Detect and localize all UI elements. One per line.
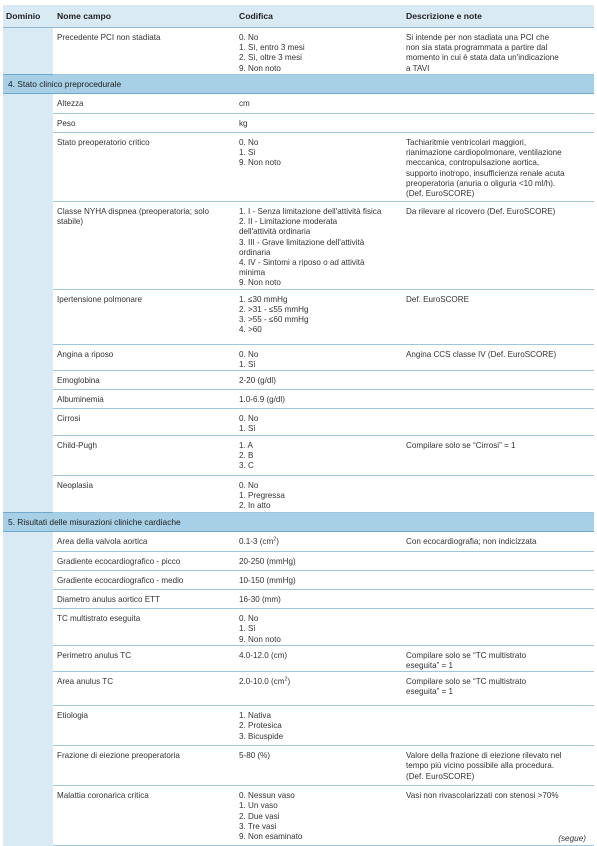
code-line: 1. Un vaso xyxy=(239,801,278,811)
field-line: Child-Pugh xyxy=(57,441,98,451)
notes-cell xyxy=(402,645,594,671)
field-name-cell xyxy=(53,590,235,609)
table-row xyxy=(3,371,594,390)
code-line: 1. Sì xyxy=(239,359,256,369)
table-row xyxy=(3,609,594,646)
note-line: Tachiaritmie ventricolari maggiori, xyxy=(406,138,527,148)
note-line: (Def. EuroSCORE) xyxy=(406,189,475,199)
code-line: 3. C xyxy=(239,461,254,471)
notes-cell xyxy=(402,552,594,571)
notes-cell xyxy=(402,609,594,646)
header-codifica: Codifica xyxy=(235,5,402,28)
note-line: momento in cui è stata data un'indicazione xyxy=(406,53,559,63)
code-line: 9. Non noto xyxy=(239,158,281,168)
field-line: Peso xyxy=(57,119,76,129)
domain-cell xyxy=(3,786,53,846)
field-line: Cirrosi xyxy=(57,414,81,424)
code-line: 2. Protesica xyxy=(239,721,282,731)
code-line: 1. Sì xyxy=(239,624,256,634)
codes-cell xyxy=(235,590,402,609)
section-header-row xyxy=(3,74,594,93)
codes-cell xyxy=(235,94,402,114)
notes-cell xyxy=(402,672,594,706)
domain-cell xyxy=(3,571,53,590)
codes-cell xyxy=(235,532,402,552)
code-line: 9. Non noto xyxy=(239,634,281,644)
field-name-cell xyxy=(53,133,235,202)
domain-cell xyxy=(3,133,53,202)
field-name-cell xyxy=(53,344,235,370)
note-line: Compilare solo se “TC multistrato xyxy=(406,650,527,660)
codes-cell xyxy=(235,706,402,746)
field-line: Area anulus TC xyxy=(57,677,114,687)
notes-cell xyxy=(402,114,594,133)
codes-cell xyxy=(235,133,402,202)
codes-cell xyxy=(235,390,402,409)
code-line: ordinaria xyxy=(239,247,271,257)
table-row xyxy=(3,390,594,409)
code-line: 2-20 (g/dl) xyxy=(239,376,276,386)
field-line: Altezza xyxy=(57,99,84,109)
code-line: minima xyxy=(239,268,266,278)
codes-cell xyxy=(235,786,402,846)
notes-cell xyxy=(402,532,594,552)
code-line: 0. No xyxy=(239,138,259,148)
notes-cell xyxy=(402,476,594,513)
field-name-cell xyxy=(53,371,235,390)
field-line: Angina a riposo xyxy=(57,349,114,359)
note-line: eseguita” = 1 xyxy=(406,687,454,697)
code-line: 0. No xyxy=(239,33,259,42)
note-line: Con ecocardiografia; non indicizzata xyxy=(406,537,537,547)
table-row xyxy=(3,571,594,590)
header-nome-campo: Nome campo xyxy=(53,5,235,28)
domain-cell xyxy=(3,746,53,786)
notes-cell xyxy=(402,436,594,476)
code-line: 3. Bicuspide xyxy=(239,731,284,741)
table-row xyxy=(3,746,594,786)
field-line: Etiologia xyxy=(57,711,89,721)
table-row xyxy=(3,476,594,513)
code-line: 2. In atto xyxy=(239,501,271,511)
table-row xyxy=(3,645,594,671)
codes-cell xyxy=(235,344,402,370)
field-line: Diametro anulus aortico ETT xyxy=(57,595,161,605)
notes-cell xyxy=(402,371,594,390)
table-row xyxy=(3,706,594,746)
field-name-cell xyxy=(53,672,235,706)
field-name-cell xyxy=(53,786,235,846)
note-line: Def. EuroSCORE xyxy=(406,294,469,304)
header-descrizione: Descrizione e note xyxy=(402,5,594,28)
code-line: 1. Pregressa xyxy=(239,491,285,501)
field-line: Gradiente ecocardiografico - picco xyxy=(57,557,181,567)
code-line: kg xyxy=(239,119,248,129)
code-line: 0. No xyxy=(239,614,259,624)
table-row xyxy=(3,552,594,571)
note-line: Da rilevare al ricovero (Def. EuroSCORE) xyxy=(406,207,556,217)
field-name-cell xyxy=(53,609,235,646)
code-line: 1. I - Senza limitazione dell'attività fisica xyxy=(239,207,382,217)
notes-cell xyxy=(402,344,594,370)
codes-cell xyxy=(235,202,402,290)
domain-cell xyxy=(3,344,53,370)
codes-cell xyxy=(235,436,402,476)
note-line: (Def. EuroSCORE) xyxy=(406,771,475,781)
notes-cell xyxy=(402,202,594,290)
code-line: 1. Nativa xyxy=(239,711,271,721)
code-line: 3. III - Grave limitazione dell'attività xyxy=(239,237,365,247)
header-dominio: Dominio xyxy=(3,5,53,28)
field-line: Ipertensione polmonare xyxy=(57,294,143,304)
section-header-row xyxy=(3,513,594,532)
field-line: Perimetro anulus TC xyxy=(57,650,132,660)
code-line: 0.1-3 $(cm^2)$ xyxy=(239,536,279,547)
note-line: meccanica, contropulsazione aortica, xyxy=(406,158,540,168)
table-row xyxy=(3,590,594,609)
domain-cell xyxy=(3,706,53,746)
field-name-cell: Precedente PCI non stadiata xyxy=(53,28,235,75)
data-dictionary-table xyxy=(3,5,594,846)
section-title: 5. Risultati delle misurazioni cliniche cardiache xyxy=(3,513,594,532)
registry-table-page xyxy=(3,5,594,846)
code-line: 10-150 (mmHg) xyxy=(239,576,296,586)
code-line: 0. No xyxy=(239,481,259,491)
field-name-cell xyxy=(53,476,235,513)
codes-cell xyxy=(235,746,402,786)
code-line: 1. Sì, entro 3 mesi xyxy=(239,43,305,53)
note-line: Vasi non rivascolarizzati con stenosi >70% xyxy=(406,791,559,801)
code-line: 4. >60 xyxy=(239,325,262,335)
domain-cell xyxy=(3,409,53,436)
domain-cell xyxy=(3,590,53,609)
notes-cell xyxy=(402,706,594,746)
field-name-cell xyxy=(53,390,235,409)
table-row xyxy=(3,786,594,846)
note-line: Compilare solo se “Cirrosi” = 1 xyxy=(406,441,516,451)
field-name-cell xyxy=(53,746,235,786)
notes-cell xyxy=(402,571,594,590)
table-header-row xyxy=(3,5,594,28)
domain-cell xyxy=(3,94,53,114)
note-line: Angina CCS classe IV (Def. EuroSCORE) xyxy=(406,349,557,359)
code-line: 2. >31 - ≤55 mmHg xyxy=(239,304,309,314)
table-row xyxy=(3,28,594,75)
continued-note: (segue) xyxy=(558,834,586,843)
code-line: 2. B xyxy=(239,451,254,461)
code-line: 9. Non noto xyxy=(239,278,281,288)
domain-cell xyxy=(3,476,53,513)
note-line: supporto inotropo, insufficienza renale acuta xyxy=(406,168,565,178)
codes-cell xyxy=(235,645,402,671)
domain-cell xyxy=(3,645,53,671)
table-row xyxy=(3,289,594,344)
codes-cell xyxy=(235,289,402,344)
code-line: 1. Sì xyxy=(239,424,256,434)
table-row xyxy=(3,133,594,202)
code-line: 9. Non esaminato xyxy=(239,832,303,842)
code-line: 0. No xyxy=(239,349,259,359)
field-name-cell xyxy=(53,289,235,344)
codes-cell xyxy=(235,28,402,75)
notes-cell xyxy=(402,409,594,436)
code-line: cm xyxy=(239,99,250,109)
codes-cell xyxy=(235,571,402,590)
domain-cell xyxy=(3,532,53,552)
notes-cell xyxy=(402,390,594,409)
code-line: 0. Nessun vaso xyxy=(239,791,295,801)
code-line: 2.0-10.0 $(cm^2)$ xyxy=(239,676,291,687)
code-line: 1. A xyxy=(239,441,253,451)
domain-cell xyxy=(3,28,53,75)
field-line: Gradiente ecocardiografico - medio xyxy=(57,576,184,586)
codes-cell xyxy=(235,552,402,571)
code-line: 5-80 (%) xyxy=(239,751,271,761)
field-line: Frazione di eiezione preoperatoria xyxy=(57,751,180,761)
domain-cell xyxy=(3,202,53,290)
note-line: Si intende per non stadiata una PCI che xyxy=(406,33,550,42)
field-name-cell xyxy=(53,409,235,436)
domain-cell xyxy=(3,609,53,646)
note-line: Compilare solo se “TC multistrato xyxy=(406,677,527,687)
note-line: preoperatoria (anuria o oliguria <10 ml/h). xyxy=(406,178,556,188)
code-line: 16-30 (mm) xyxy=(239,595,281,605)
code-line: 2. Sì, oltre 3 mesi xyxy=(239,53,302,63)
codes-cell xyxy=(235,672,402,706)
field-line: Classe NYHA dispnea (preoperatoria; solo xyxy=(57,207,210,217)
domain-cell xyxy=(3,552,53,571)
field-name-cell xyxy=(53,436,235,476)
code-line: 0. No xyxy=(239,414,259,424)
field-name-cell xyxy=(53,94,235,114)
table-row xyxy=(3,532,594,552)
code-line: 3. >55 - ≤60 mmHg xyxy=(239,315,309,325)
field-line: Neoplasia xyxy=(57,481,93,491)
code-line: 3. Tre vasi xyxy=(239,821,277,831)
table-row xyxy=(3,672,594,706)
notes-cell xyxy=(402,28,594,75)
field-line: Malattia coronarica critica xyxy=(57,791,149,801)
code-line: 9. Non noto xyxy=(239,63,281,73)
field-name-cell xyxy=(53,532,235,552)
field-line: Emoglobina xyxy=(57,376,100,386)
notes-cell xyxy=(402,746,594,786)
field-name-cell xyxy=(53,571,235,590)
notes-cell xyxy=(402,590,594,609)
code-line: dell'attività ordinaria xyxy=(239,227,311,237)
code-line: 4. IV - Sintomi a riposo o ad attività xyxy=(239,258,365,268)
table-row xyxy=(3,202,594,290)
note-line: Valore della frazione di eiezione rilevato nel xyxy=(406,751,562,761)
field-name-cell xyxy=(53,552,235,571)
codes-cell xyxy=(235,409,402,436)
notes-cell xyxy=(402,133,594,202)
note-line: a TAVI xyxy=(406,63,430,73)
table-row xyxy=(3,94,594,114)
field-name-cell xyxy=(53,706,235,746)
field-line: TC multistrato eseguita xyxy=(57,614,141,624)
domain-cell xyxy=(3,436,53,476)
code-line: 1. Sì xyxy=(239,148,256,158)
note-line: eseguita” = 1 xyxy=(406,661,454,671)
domain-cell xyxy=(3,672,53,706)
code-line: 1. ≤30 mmHg xyxy=(239,294,288,304)
notes-cell xyxy=(402,94,594,114)
codes-cell xyxy=(235,609,402,646)
table-row xyxy=(3,344,594,370)
note-line: rianimazione cardiopolmonare, ventilazione xyxy=(406,148,562,158)
field-line: Stato preoperatorio critico xyxy=(57,138,150,148)
codes-cell xyxy=(235,371,402,390)
field-name-cell xyxy=(53,202,235,290)
note-line: tempo più vicino possibile alla procedura. xyxy=(406,761,555,771)
domain-cell xyxy=(3,114,53,133)
code-line: 20-250 (mmHg) xyxy=(239,557,296,567)
field-name-cell xyxy=(53,645,235,671)
code-line: 4.0-12.0 (cm) xyxy=(239,650,288,660)
note-line: non sia stata programmata a partire dal xyxy=(406,43,548,53)
domain-cell xyxy=(3,371,53,390)
table-row xyxy=(3,114,594,133)
code-line: 2. II - Limitazione moderata xyxy=(239,217,338,227)
field-name-cell xyxy=(53,114,235,133)
field-line: Albuminemia xyxy=(57,395,104,405)
codes-cell xyxy=(235,476,402,513)
table-row xyxy=(3,409,594,436)
field-line: stabile) xyxy=(57,217,84,227)
field-line: Area della valvola aortica xyxy=(57,537,148,547)
notes-cell xyxy=(402,289,594,344)
domain-cell xyxy=(3,289,53,344)
section-title: 4. Stato clinico preprocedurale xyxy=(3,74,594,93)
table-row xyxy=(3,436,594,476)
codes-cell xyxy=(235,114,402,133)
code-line: 2. Due vasi xyxy=(239,811,280,821)
code-line: 1.0-6.9 (g/dl) xyxy=(239,395,285,405)
domain-cell xyxy=(3,390,53,409)
